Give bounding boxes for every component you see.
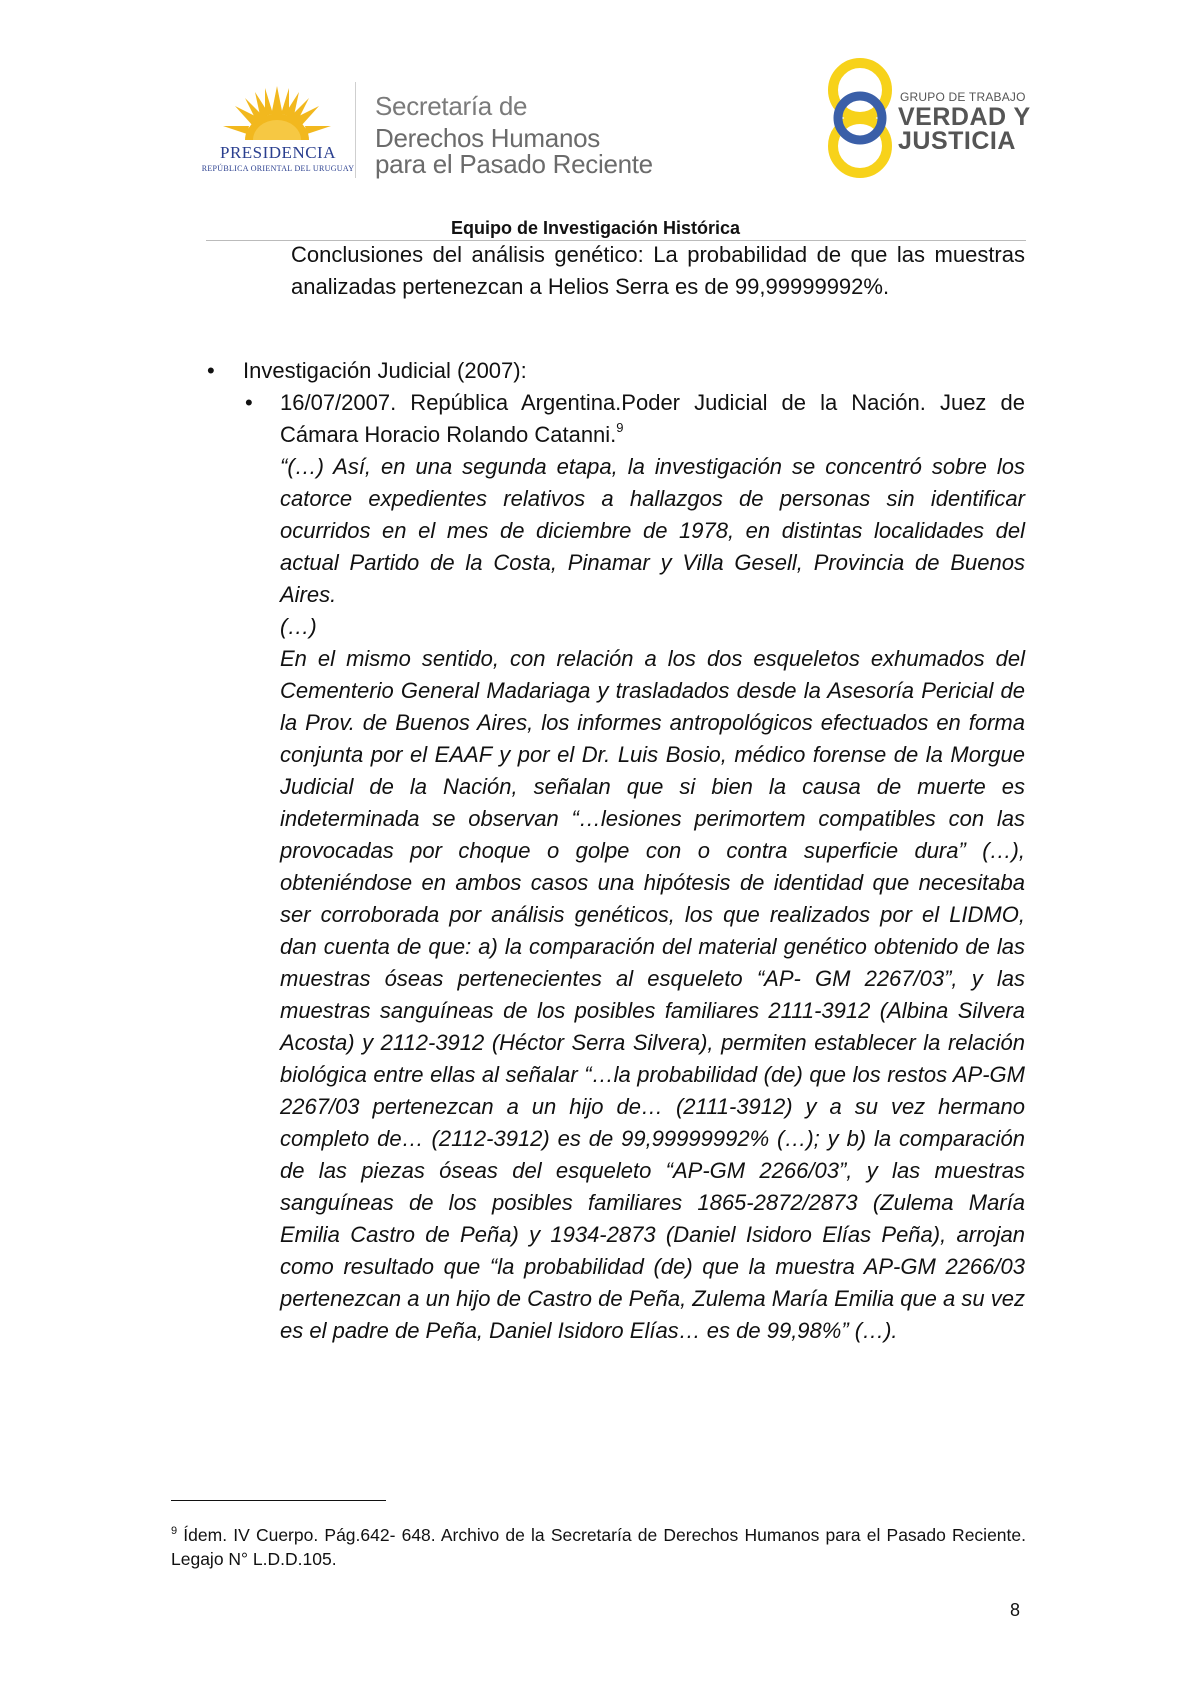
bullet-glyph: •	[207, 358, 215, 383]
page-number: 8	[1010, 1600, 1021, 1620]
quote-paragraph-2: En el mismo sentido, con relación a los dos esqueletos exhumados del Cementerio General Madariaga y trasladados desde la Asesoría Pericial de la Prov. de Buenos Aires, los informes antropológicos efectuados en forma conjunta por el EAAF y por el Dr. Luis Bosio, médico forense de la Morgue Judicial de la Nación, señalan que si bien la causa de muerte es indeterminada se observan “…lesiones perimortem compatibles con las provocadas por choque o golpe con o contra superficie dura” (…), obteniéndose en ambos casos una hipótesis de identidad que necesitaba ser corroborada por análisis genéticos, los que realizados por el LIDMO, dan cuenta de que: a) la comparación del material genético obtenido de las muestras óseas pertenecientes al esqueleto “AP- GM 2267/03”, y las muestras sanguíneas de los posibles familiares 2111-3912 (Albina Silvera Acosta) y 2112-3912 (Héctor Serra Silvera), permiten establecer la relación biológica entre ellas al señalar “…la probabilidad (de) que los restos AP-GM 2267/03 pertenezcan a un hijo de… (2111-3912) y a su vez hermano completo de… (2112-3912) es de 99,99999992% (…); y b) la comparación de las piezas óseas del esqueleto “AP-GM 2266/03”, y las muestras sanguíneas de los posibles familiares 1865-2872/2873 (Zulema María Emilia Castro de Peña) y 1934-2873 (Daniel Isidoro Elías Peña), arrojan como resultado que “la probabilidad (de) que la muestra AP-GM 2266/03 pertenezcan a un hijo de Castro de Peña, Zulema María Emilia que a su vez es el padre de Peña, Daniel Isidoro Elías… es de 99,98%” (…).	[280, 646, 1025, 1343]
quote-paragraph-1: “(…) Así, en una segunda etapa, la investigación se concentró sobre los catorce expedientes relativos a hallazgos de personas sin identificar ocurridos en el mes de diciembre de 1978, en distintas localidades del actual Partido de la Costa, Pinamar y Villa Gesell, Provincia de Buenos Aires.	[280, 454, 1025, 607]
footnote-number: 9	[171, 1524, 178, 1537]
presidencia-name: PRESIDENCIA	[219, 143, 336, 162]
entry-paragraph	[280, 387, 1025, 451]
quote-ellipsis: (…)	[280, 614, 317, 639]
presidencia-subtitle: REPÚBLICA ORIENTAL DEL URUGUAY	[201, 164, 355, 173]
grupo-de-trabajo-label: GRUPO DE TRABAJO	[900, 90, 1026, 104]
footnote-text: Ídem. IV Cuerpo. Pág.642- 648. Archivo de la Secretaría de Derechos Humanos para el Pasado Reciente. Legajo N° L.D.D.105.	[171, 1524, 1026, 1569]
secretaria-line-3: para el Pasado Reciente	[375, 149, 653, 179]
presidencia-sun-logo	[195, 78, 360, 178]
secretaria-line-1: Secretaría de	[375, 91, 528, 121]
secretaria-line-2: Derechos Humanos	[375, 123, 600, 153]
bullet-glyph: •	[245, 390, 253, 415]
entry-text: 16/07/2007. República Argentina.Poder Judicial de la Nación. Juez de Cámara Horacio Rolando Catanni.	[280, 390, 1025, 447]
investigacion-judicial-heading: Investigación Judicial (2007):	[243, 358, 527, 383]
footnote-rule	[171, 1500, 386, 1501]
justicia-label: JUSTICIA	[898, 127, 1016, 155]
verdad-justicia-rings-logo	[820, 56, 900, 181]
footnote-ref: 9	[616, 419, 624, 435]
conclusiones-paragraph: Conclusiones del análisis genético: La probabilidad de que las muestras analizadas pertenezcan a Helios Serra es de 99,99999992%.	[291, 242, 1025, 299]
page-header-title: Equipo de Investigación Histórica	[450, 218, 741, 238]
quote-block	[280, 451, 1025, 1347]
verdad-y-label: VERDAD Y	[898, 103, 1031, 131]
footnote	[171, 1523, 1026, 1571]
logo-divider	[355, 82, 356, 178]
